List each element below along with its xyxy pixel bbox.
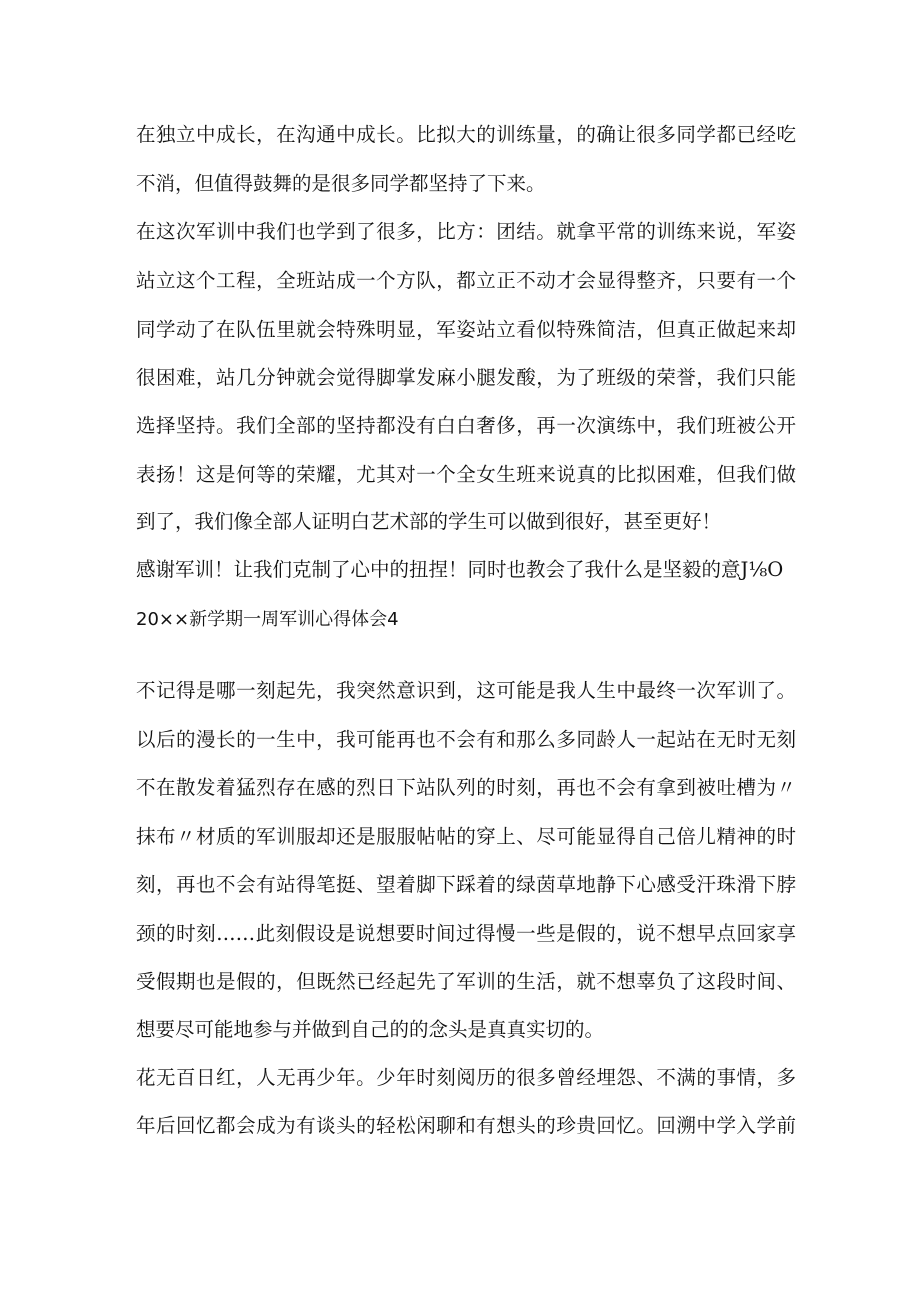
text-line: 同学动了在队伍里就会特殊明显，军姿站立看似特殊简洁，但真正做起来却 xyxy=(136,318,796,341)
text-line: 在这次军训中我们也学到了很多，比方：团结。就拿平常的训练来说，军姿 xyxy=(136,220,796,243)
text-line: 到了，我们像全部人证明白艺术部的学生可以做到很好，甚至更好！ xyxy=(136,510,722,533)
text-line: 花无百日红，人无再少年。少年时刻阅历的很多曾经埋怨、不满的事情，多 xyxy=(136,1066,796,1089)
text-line: 想要尽可能地参与并做到自己的的念头是真真实切的。 xyxy=(136,1018,605,1041)
text-line: 不消，但值得鼓舞的是很多同学都坚持了下来。 xyxy=(136,172,546,195)
text-line: 以后的漫长的一生中，我可能再也不会有和那么多同龄人一起站在无时无刻 xyxy=(136,728,796,751)
text-line: 年后回忆都会成为有谈头的轻松闲聊和有想头的珍贵回忆。回溯中学入学前 xyxy=(136,1114,796,1137)
text-line: 在独立中成长，在沟通中成长。比拟大的训练量，的确让很多同学都已经吃 xyxy=(136,123,796,146)
text-line: 不在散发着猛烈存在感的烈日下站队列的时刻，再也不会有拿到被吐槽为〃 xyxy=(136,776,796,799)
text-line: 感谢军训！让我们克制了心中的扭捏！同时也教会了我什么是坚毅的意J⅛O xyxy=(136,558,784,581)
text-line: 颈的时刻……此刻假设是说想要时间过得慢一些是假的，说不想早点回家享 xyxy=(136,922,796,945)
text-line: 受假期也是假的，但既然已经起先了军训的生活，就不想辜负了这段时间、 xyxy=(136,970,796,993)
text-line: 站立这个工程，全班站成一个方队，都立正不动才会显得整齐，只要有一个 xyxy=(136,269,796,292)
text-line: 抹布〃材质的军训服却还是服服帖帖的穿上、尽可能显得自己倍儿精神的时 xyxy=(136,825,796,848)
text-line: 选择坚持。我们全部的坚持都没有白白奢侈，再一次演练中，我们班被公开 xyxy=(136,414,796,437)
text-line: 不记得是哪一刻起先，我突然意识到，这可能是我人生中最终一次军训了。 xyxy=(136,679,796,702)
section-heading: 20××新学期一周军训心得体会4 xyxy=(136,609,399,630)
text-line: 表扬！这是何等的荣耀，尤其对一个全女生班来说真的比拟困难，但我们做 xyxy=(136,463,796,486)
text-line: 刻，再也不会有站得笔挺、望着脚下踩着的绿茵草地静下心感受汗珠滑下脖 xyxy=(136,873,796,896)
text-line: 很困难，站几分钟就会觉得脚掌发麻小腿发酸，为了班级的荣誉，我们只能 xyxy=(136,366,796,389)
